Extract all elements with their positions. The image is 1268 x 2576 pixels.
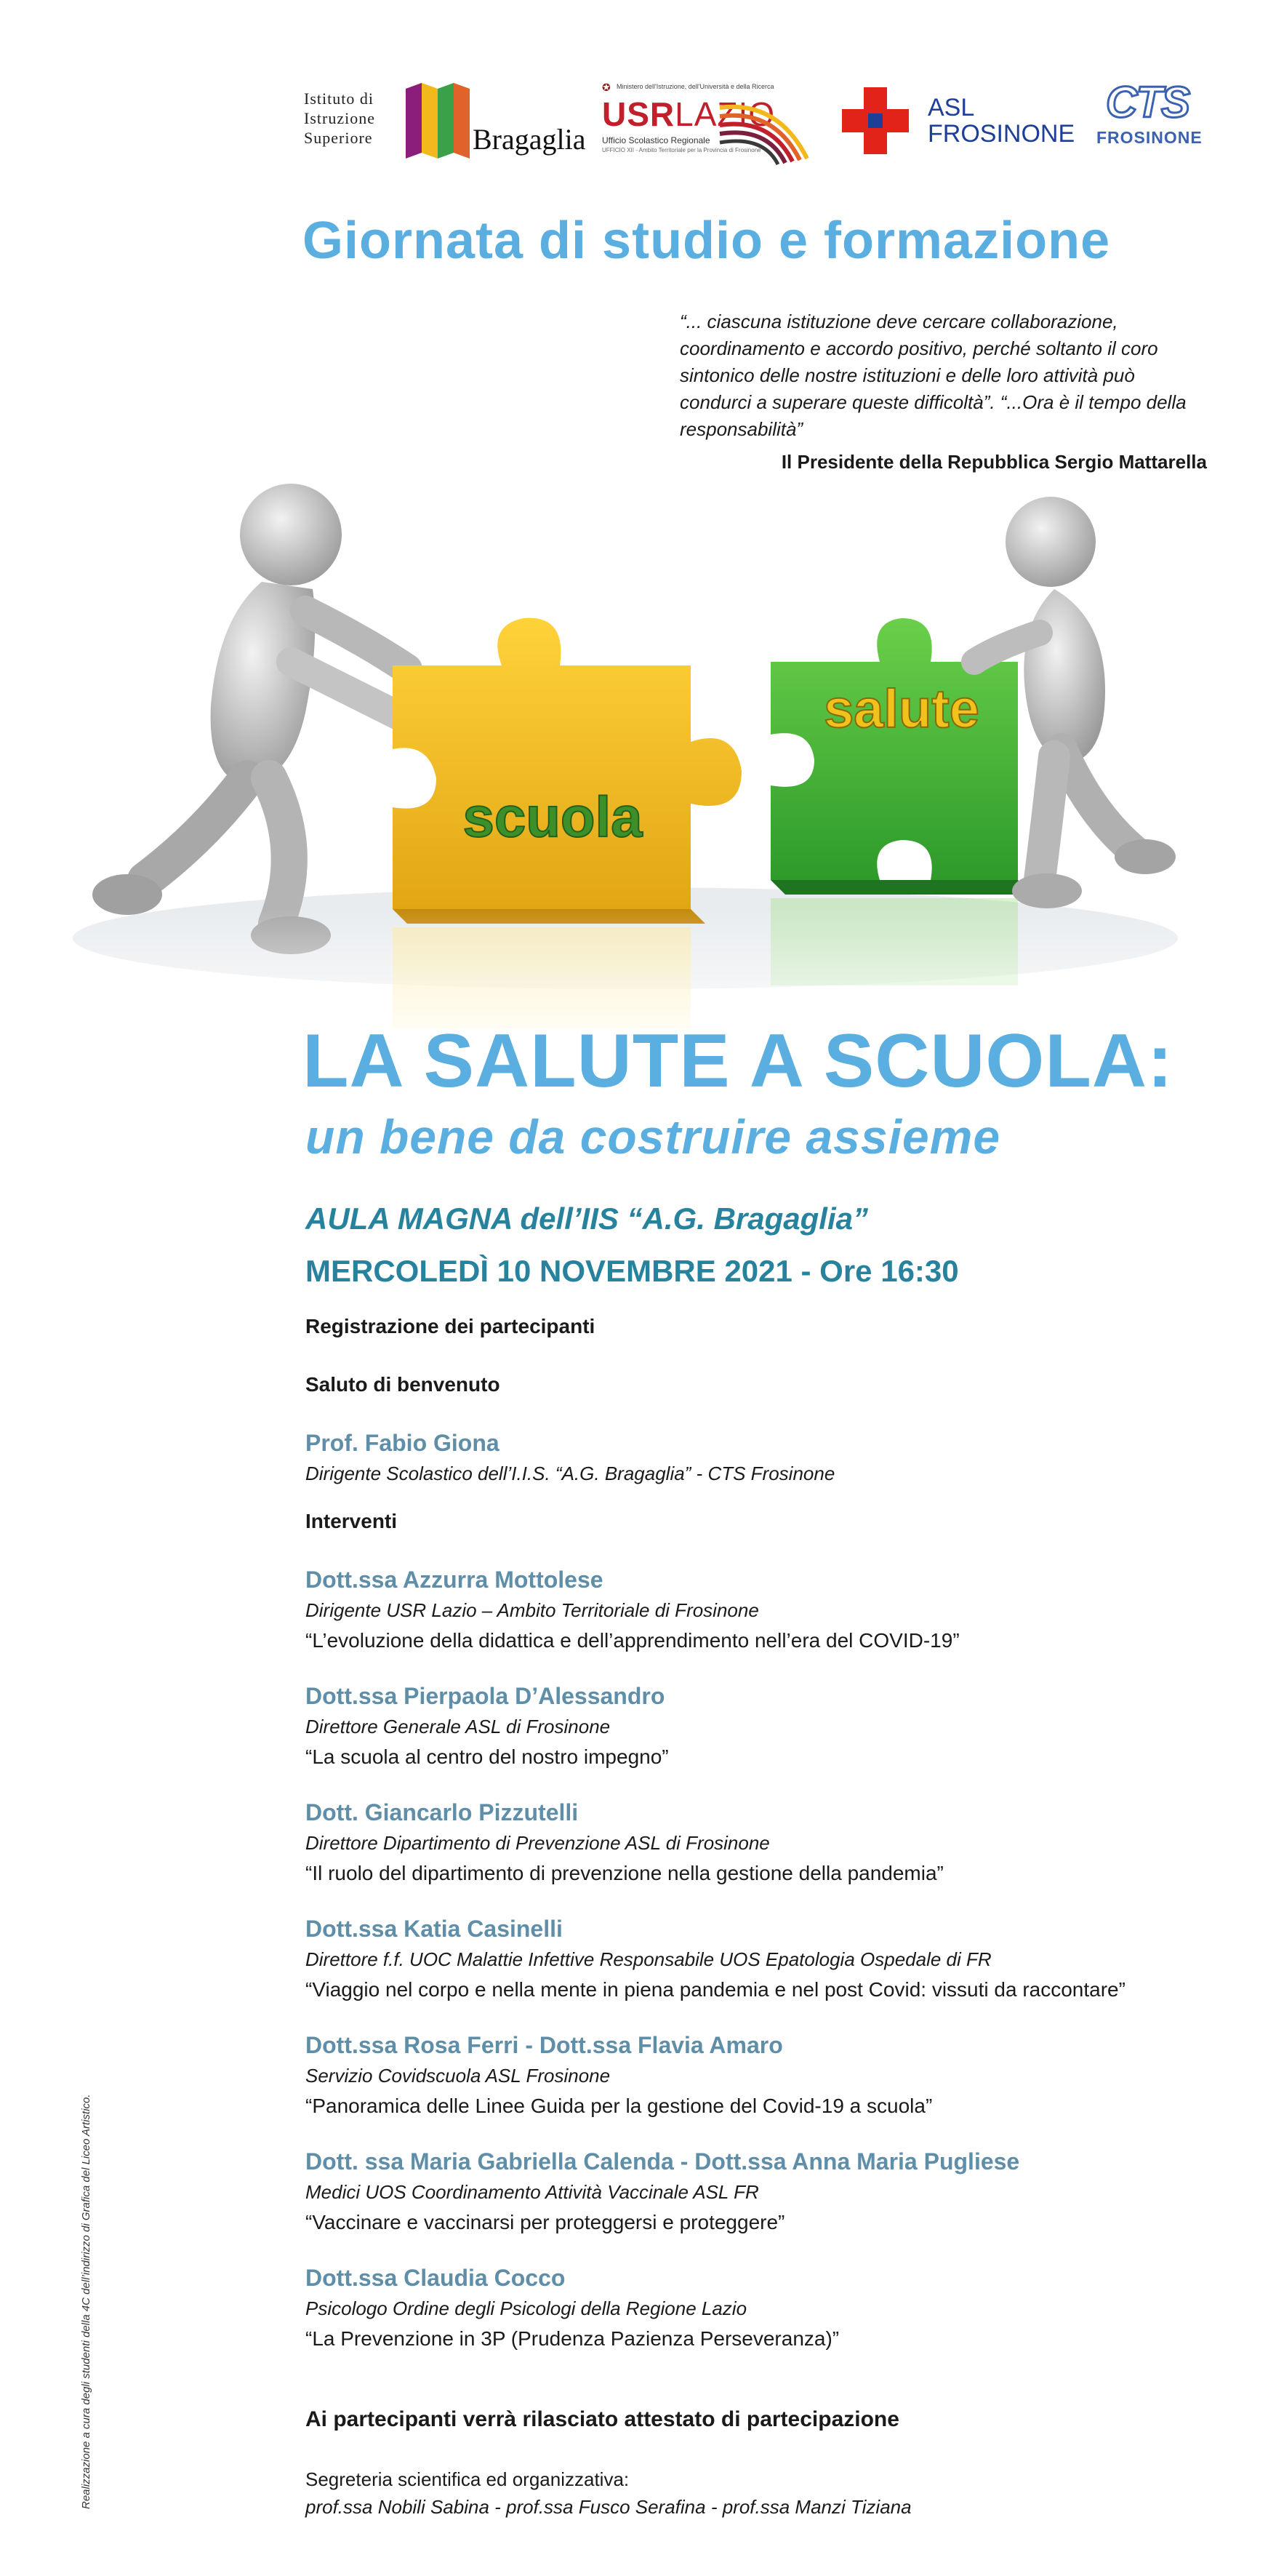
attendance-note: Ai partecipanti verrà rilasciato attestato di partecipazione — [305, 2407, 899, 2431]
event-title: LA SALUTE A SCUOLA: — [302, 1019, 1173, 1103]
iis-name: Bragaglia — [473, 123, 586, 156]
cts-small: FROSINONE — [1096, 128, 1203, 147]
speaker-role: Medici UOS Coordinamento Attività Vaccinale ASL FR — [305, 2181, 759, 2203]
quote-text: “... ciascuna istituzione deve cercare collaborazione, coordinamento e accordo positivo, perché soltanto il coro sintonico delle nostre istituzioni e delle loro attività può condurci a superare queste difficoltà”. “...Ora è il tempo della responsabilità” — [680, 311, 1187, 440]
event-venue: AULA MAGNA dell’IIS “A.G. Bragaglia” — [305, 1201, 868, 1236]
usr-subtitle-2: UFFICIO XII - Ambito Territoriale per la Provincia di Frosinone — [602, 147, 761, 153]
host-role: Dirigente Scolastico dell’I.I.S. “A.G. Bragaglia” - CTS Frosinone — [305, 1463, 835, 1484]
event-date: MERCOLEDÌ 10 NOVEMBRE 2021 - Ore 16:30 — [305, 1254, 959, 1288]
host-name: Prof. Fabio Giona — [305, 1430, 499, 1456]
cts-big: CTS — [1106, 78, 1189, 127]
host-block — [305, 1430, 1243, 1485]
speaker-role: Psicologo Ordine degli Psicologi della Regione Lazio — [305, 2297, 747, 2319]
usr-subtitle: Ufficio Scolastico Regionale — [602, 135, 710, 145]
iis-text — [304, 89, 375, 148]
speaker-name: Dott. Giancarlo Pizzutelli — [305, 1799, 579, 1825]
speaker-role: Direttore f.f. UOC Malattie Infettive Responsabile UOS Epatologia Ospedale di FR — [305, 1948, 992, 1970]
iis-line-3: Superiore — [304, 129, 373, 147]
speaker-talk: “Viaggio nel corpo e nella mente in piena pandemia e nel post Covid: vissuti da raccontare” — [305, 1978, 1125, 2001]
secretariat-label: Segreteria scientifica ed organizzativa: — [305, 2468, 630, 2490]
asl-line-1: ASL — [928, 94, 975, 121]
iis-line-2: Istruzione — [304, 109, 375, 127]
speaker-talk: “Vaccinare e vaccinarsi per proteggersi e proteggere” — [305, 2211, 785, 2233]
puzzle-piece-scuola — [393, 618, 742, 924]
logo-cts-frosinone — [1096, 77, 1203, 163]
speaker-name: Dott.ssa Katia Casinelli — [305, 1916, 563, 1942]
speaker-block — [305, 1916, 1243, 2001]
emblem-icon: ✪ — [602, 81, 611, 93]
logo-iis-bragaglia — [304, 79, 586, 166]
speaker-talk: “La scuola al centro del nostro impegno” — [305, 1745, 669, 1768]
speaker-block — [305, 2265, 1243, 2351]
iis-line-1: Istituto di — [304, 89, 374, 108]
usr-ministry: Ministero dell'Istruzione, dell'Università e della Ricerca — [617, 83, 774, 90]
usr-title-a: USR — [602, 95, 675, 133]
logo-usr-lazio — [596, 79, 814, 166]
registration-label: Registrazione dei partecipanti — [305, 1315, 595, 1337]
speaker-talk: “L’evoluzione della didattica e dell’apprendimento nell’era del COVID-19” — [305, 1629, 960, 1652]
speaker-role: Direttore Dipartimento di Prevenzione ASL di Frosinone — [305, 1832, 770, 1854]
speaker-block — [305, 1683, 1243, 1769]
scuola-label: scuola — [462, 785, 643, 849]
speaker-role: Servizio Covidscuola ASL Frosinone — [305, 2065, 611, 2087]
interventions-label: Interventi — [305, 1510, 398, 1532]
speaker-name: Dott.ssa Azzurra Mottolese — [305, 1567, 603, 1593]
welcome-label: Saluto di benvenuto — [305, 1373, 500, 1396]
speaker-talk: “La Prevenzione in 3P (Prudenza Pazienza Perseveranza)” — [305, 2327, 840, 2350]
speaker-name: Dott.ssa Claudia Cocco — [305, 2265, 566, 2291]
speaker-block — [305, 2148, 1243, 2234]
speaker-name: Dott.ssa Rosa Ferri - Dott.ssa Flavia Amaro — [305, 2032, 783, 2058]
speaker-role: Dirigente USR Lazio – Ambito Territoriale di Frosinone — [305, 1599, 759, 1621]
page-heading: Giornata di studio e formazione — [302, 212, 1111, 270]
puzzle-illustration — [0, 473, 1268, 1055]
credit-note: Realizzazione a cura degli studenti della 4C dell’indirizzo di Grafica del Liceo Artistico. — [80, 2094, 92, 2509]
logo-asl-frosinone — [842, 81, 1082, 161]
quote-author: Il Presidente della Repubblica Sergio Mattarella — [781, 451, 1207, 473]
speaker-name: Dott. ssa Maria Gabriella Calenda - Dott.ssa Anna Maria Pugliese — [305, 2148, 1020, 2175]
red-cross-icon — [842, 87, 909, 154]
speaker-block — [305, 2032, 1243, 2118]
left-figure — [92, 484, 407, 954]
usr-title-b: LAZIO — [675, 95, 776, 133]
event-subtitle: un bene da costruire assieme — [305, 1110, 1001, 1164]
speaker-role: Direttore Generale ASL di Frosinone — [305, 1716, 611, 1737]
swoosh-icon — [713, 93, 814, 166]
speaker-talk: “Il ruolo del dipartimento di prevenzione nella gestione della pandemia” — [305, 1862, 944, 1884]
salute-label: salute — [824, 679, 979, 739]
speaker-block — [305, 1799, 1243, 1885]
speaker-block — [305, 1567, 1243, 1652]
speaker-name: Dott.ssa Pierpaola D’Alessandro — [305, 1683, 665, 1709]
asl-text — [928, 95, 1075, 147]
asl-line-2: FROSINONE — [928, 120, 1075, 148]
speaker-talk: “Panoramica delle Linee Guida per la gestione del Covid-19 a scuola” — [305, 2095, 933, 2117]
secretariat-names: prof.ssa Nobili Sabina - prof.ssa Fusco Serafina - prof.ssa Manzi Tiziana — [305, 2496, 912, 2518]
